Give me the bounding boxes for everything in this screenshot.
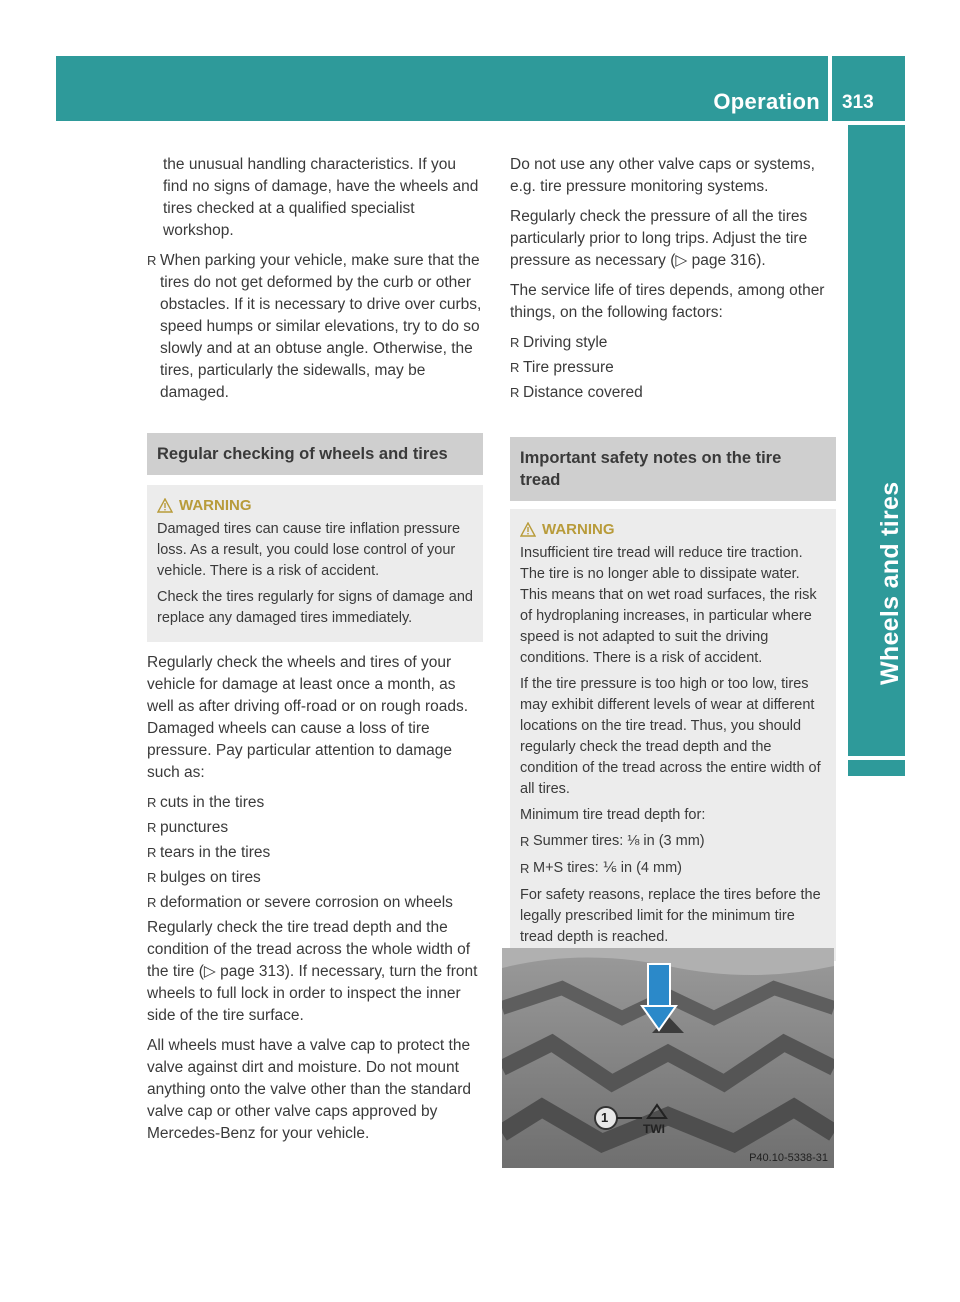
paragraph: Do not use any other valve caps or systems, e.g. tire pressure monitoring systems. <box>510 156 815 195</box>
page-header-bar <box>56 56 905 121</box>
warning-text: Check the tires regularly for signs of damage and replace any damaged tires immediately. <box>157 589 473 626</box>
page-number: 313 <box>842 92 874 113</box>
paragraph: Regularly check the pressure of all the tires particularly prior to long trips. Adjust the tire pressure as necessary (▷ page 316). <box>510 208 808 269</box>
damage-list <box>147 792 483 914</box>
side-tab <box>848 125 905 756</box>
warning-text: Minimum tire tread depth for: <box>520 807 706 823</box>
side-tab-label: Wheels and tires <box>876 481 904 685</box>
warning-text: Damaged tires can cause tire inflation pressure loss. As a result, you could lose control of your vehicle. There is a risk of accident. <box>157 521 461 579</box>
list-item: R bulges on tires <box>147 867 483 889</box>
figure-code: P40.10-5338-31 <box>749 1152 828 1164</box>
chapter-title: Operation <box>713 89 820 114</box>
warning-label: WARNING <box>542 521 615 538</box>
twi-marker-label: TWI <box>643 1122 665 1136</box>
list-item: R cuts in the tires <box>147 792 483 814</box>
warning-header <box>157 495 473 516</box>
warning-box <box>510 509 836 961</box>
list-item: R Driving style <box>510 332 836 354</box>
list-item: R Tire pressure <box>510 357 836 379</box>
tire-tread-illustration <box>502 948 834 1168</box>
warning-label: WARNING <box>179 497 252 514</box>
warning-box <box>147 485 483 642</box>
tread-depth-list <box>520 831 826 879</box>
paragraph: All wheels must have a valve cap to protect the valve against dirt and moisture. Do not mount anything onto the valve other than the standard valve cap or other valve caps approved by Mercedes-Benz for your vehicle. <box>147 1037 472 1142</box>
callout-number: 1 <box>601 1110 609 1125</box>
warning-triangle-icon <box>520 522 536 537</box>
list-item: R Summer tires: ⅛ in (3 mm) <box>520 831 826 852</box>
warning-triangle-icon <box>157 498 173 513</box>
paragraph: Regularly check the wheels and tires of your vehicle for damage at least once a month, as well as after driving off-road or on rough roads. Damaged wheels can cause a loss of tire pressure. Pay particular attention to damage such as: <box>147 654 469 781</box>
section-heading-tread-safety: Important safety notes on the tire tread <box>510 437 836 501</box>
warning-text: If the tire pressure is too high or too low, tires may exhibit different levels of wear at different locations on the tire tread. Thus, you should regularly check the tread depth and the condition of the tread across the entire width of all tires. <box>520 676 821 797</box>
header-divider <box>828 56 832 121</box>
section-heading-regular-checking: Regular checking of wheels and tires <box>147 433 483 475</box>
side-tab-marker <box>848 760 905 776</box>
paragraph: Regularly check the tire tread depth and the condition of the tread across the whole width of the tire (▷ page 313). If necessary, turn the front wheels to full lock in order to inspect the inner side of the tire surface. <box>147 919 478 1024</box>
intro-continuation: the unusual handling characteristics. If you find no signs of damage, have the wheels and tires checked at a qualified specialist workshop. <box>163 156 479 239</box>
list-item: R M+S tires: ⅙ in (4 mm) <box>520 858 826 879</box>
parking-bullet-list <box>147 250 483 404</box>
list-item: R punctures <box>147 817 483 839</box>
left-column <box>147 154 483 1153</box>
list-item: R When parking your vehicle, make sure that the tires do not get deformed by the curb or other obstacles. If it is necessary to drive over curbs, speed humps or similar elevations, try to do so slowly and at an obtuse angle. Otherwise, the tires, particularly the sidewalls, may be damaged. <box>147 250 483 404</box>
list-item: R tears in the tires <box>147 842 483 864</box>
paragraph: The service life of tires depends, among other things, on the following factors: <box>510 282 825 321</box>
right-column <box>510 154 836 961</box>
list-item: R deformation or severe corrosion on wheels <box>147 892 483 914</box>
factors-list <box>510 332 836 404</box>
warning-text: For safety reasons, replace the tires before the legally prescribed limit for the minimum tire tread depth is reached. <box>520 887 821 945</box>
warning-header <box>520 519 826 540</box>
tire-tread-figure <box>502 948 834 1168</box>
warning-text: Insufficient tire tread will reduce tire traction. The tire is no longer able to dissipate water. This means that on wet road surfaces, the risk of hydroplaning increases, in particular where speed is not adapted to suit the driving conditions. There is a risk of accident. <box>520 545 817 666</box>
list-item: R Distance covered <box>510 382 836 404</box>
